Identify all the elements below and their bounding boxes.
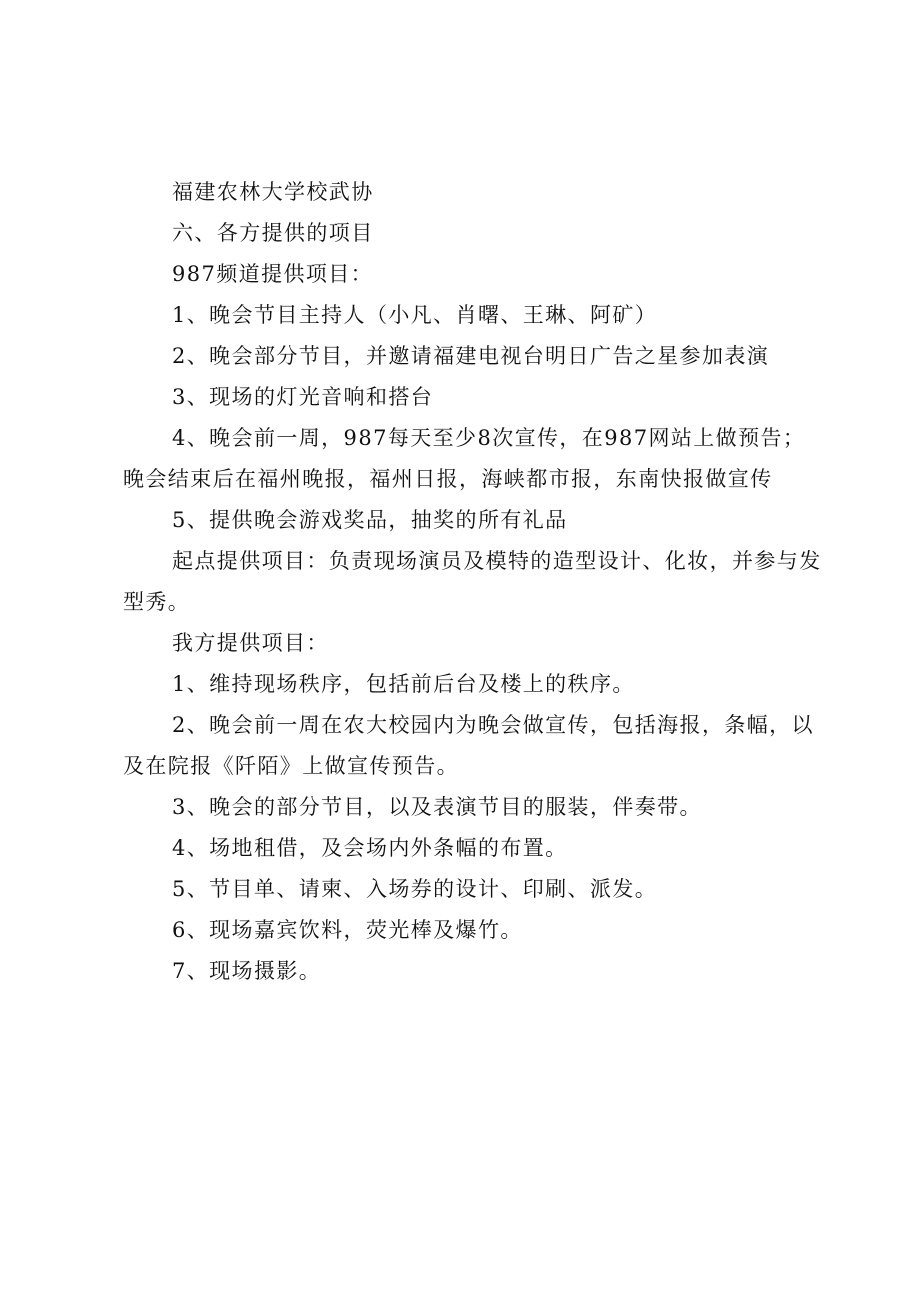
list-item: 4、场地租借，及会场内外条幅的布置。 xyxy=(172,836,568,860)
list-item: 4、晚会前一周，987每天至少8次宣传，在987网站上做预告；晚会结束后在福州晚报，福州日报，海峡都市报，东南快报做宣传 xyxy=(123,426,806,491)
list-item: 3、晚会的部分节目，以及表演节目的服装，伴奏带。 xyxy=(172,795,702,819)
section-heading: 六、各方提供的项目 xyxy=(172,221,374,245)
subheading-987-channel: 987频道提供项目： xyxy=(172,262,374,286)
list-item: 5、节目单、请柬、入场券的设计、印刷、派发。 xyxy=(172,877,658,901)
subheading-our-side: 我方提供项目： xyxy=(172,631,329,655)
list-item: 1、晚会节目主持人（小凡、肖曙、王琳、阿矿） xyxy=(172,303,658,327)
document-body xyxy=(123,172,823,992)
list-item: 2、晚会前一周在农大校园内为晚会做宣传，包括海报，条幅，以及在院报《阡陌》上做宣传预告。 xyxy=(123,713,814,778)
list-item: 3、现场的灯光音响和搭台 xyxy=(172,385,434,409)
list-item: 1、维持现场秩序，包括前后台及楼上的秩序。 xyxy=(172,672,635,696)
list-item: 6、现场嘉宾饮料，荧光棒及爆竹。 xyxy=(172,918,523,942)
list-item: 5、提供晚会游戏奖品，抽奖的所有礼品 xyxy=(172,508,568,532)
list-item: 2、晚会部分节目，并邀请福建电视台明日广告之星参加表演 xyxy=(172,344,770,368)
list-item: 7、现场摄影。 xyxy=(172,959,322,983)
org-name-line: 福建农林大学校武协 xyxy=(172,180,374,204)
paragraph-qidian: 起点提供项目：负责现场演员及模特的造型设计、化妆，并参与发型秀。 xyxy=(123,549,822,614)
